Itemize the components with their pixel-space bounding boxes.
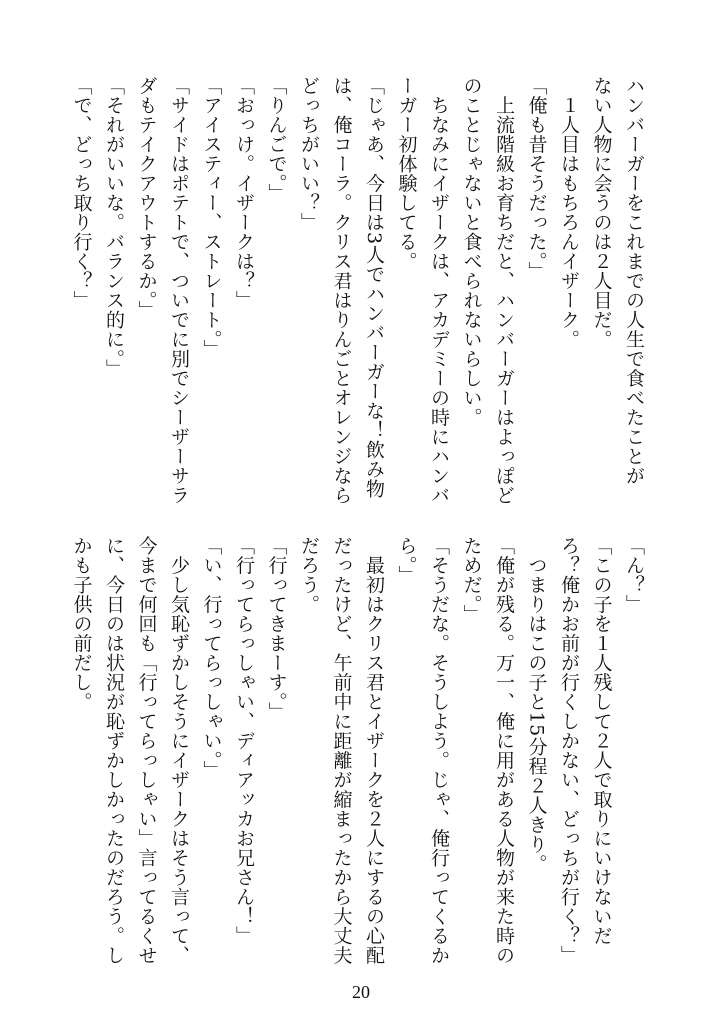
text-line: 「そうだな。そうしよう。じゃ、俺行ってくるか bbox=[428, 536, 450, 965]
text-line: 「この子を１人残して２人で取りにいけないだ bbox=[590, 536, 613, 946]
text-block-lower bbox=[65, 536, 650, 965]
text-line: ーガー初体験してる。 bbox=[395, 76, 418, 271]
text-line: 「おっけ。イザークは？」 bbox=[233, 76, 255, 310]
text-block-upper bbox=[65, 76, 650, 505]
text-line: 少し気恥ずかしそうにイザークはそう言って、 bbox=[168, 536, 190, 965]
text-line: 「それがいいな。バランス的に。」 bbox=[103, 76, 125, 379]
text-line: 「サイドはポテトで、ついでに別でシーザーサラ bbox=[168, 76, 190, 505]
text-line: ためだ。」 bbox=[460, 536, 483, 624]
text-line: どっちがいい？」 bbox=[298, 76, 320, 232]
text-line: 「俺が残る。万一、俺に用がある人物が来た時の bbox=[493, 536, 515, 965]
text-line: は、俺コーラ。クリス君はりんごとオレンジなら bbox=[330, 76, 353, 505]
text-line: だったけど、午前中に距離が縮まったから大丈夫 bbox=[330, 536, 353, 965]
text-line: ない人物に会うのは２人目だ。 bbox=[590, 76, 613, 349]
text-line: 「俺も昔そうだった。」 bbox=[525, 76, 548, 281]
text-line: 「ん？」 bbox=[623, 536, 645, 614]
text-line: ろ？俺かお前が行くしかない、どっちが行く？」 bbox=[558, 536, 580, 965]
text-line: のことじゃないと食べられないらしい。 bbox=[460, 76, 483, 427]
text-line: 「じゃあ、今日は3人でハンバーガーな！飲み物 bbox=[363, 76, 385, 499]
text-line: 「行ってらっしゃい、ディアッカお兄さん！」 bbox=[233, 536, 255, 946]
text-line: ダもテイクアウトするか。」 bbox=[135, 76, 158, 320]
text-line: かも子供の前だし。 bbox=[70, 536, 93, 712]
text-line: 「アイスティー、ストレート。」 bbox=[200, 76, 223, 359]
text-line: 上流階級お育ちだと、ハンバーガーはよっぽど bbox=[493, 76, 515, 505]
text-line: 「い、行ってらっしゃい。」 bbox=[200, 536, 223, 780]
text-line: だろう。 bbox=[298, 536, 320, 614]
text-line: に、今日のは状況が恥ずかしかったのだろう。し bbox=[103, 536, 125, 965]
text-line: 「りんごで。」 bbox=[265, 76, 288, 203]
text-line: １人目はもちろんイザーク。 bbox=[558, 76, 580, 349]
text-line: 今まで何回も「行ってらっしゃい」言ってるくせ bbox=[135, 536, 158, 965]
text-line: 「で、どっち取り行く？」 bbox=[70, 76, 93, 310]
text-line: ハンバーガーをこれまでの人生で食べたことが bbox=[623, 76, 645, 486]
text-line: つまりはこの子と15分程２人きり。 bbox=[525, 536, 548, 874]
text-line: 「行ってきまーす。」 bbox=[265, 536, 288, 722]
text-line: 最初はクリス君とイザークを２人にするの心配 bbox=[363, 536, 385, 965]
text-line: ちなみにイザークは、アカデミーの時にハンバ bbox=[428, 76, 450, 505]
text-line: ら。」 bbox=[395, 536, 418, 585]
page-number: 20 bbox=[352, 982, 370, 1002]
